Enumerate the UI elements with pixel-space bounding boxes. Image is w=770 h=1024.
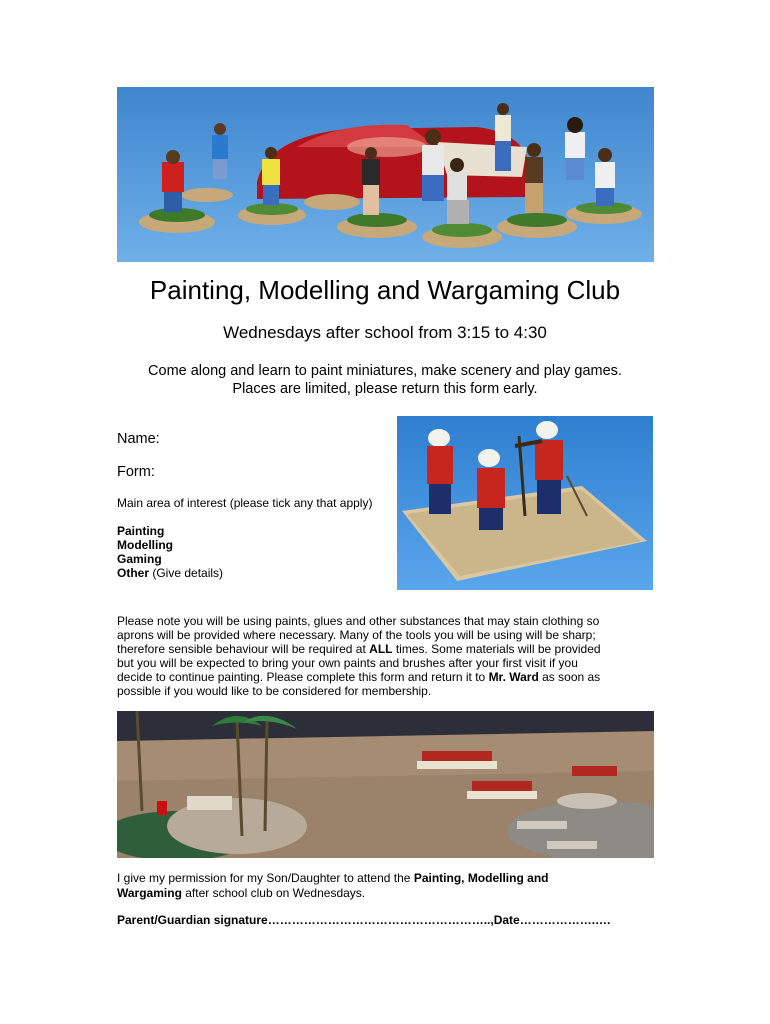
option-painting: Painting (117, 524, 165, 538)
option-other-label: Other (117, 566, 150, 580)
note-line: aprons will be provided where necessary. Many of the tools you will be using will be sharp; (117, 628, 596, 642)
permission-statement (117, 871, 657, 901)
option-gaming: Gaming (117, 552, 162, 566)
option-other-hint: (Give details) (149, 566, 224, 580)
interest-question: Main area of interest (please tick any that apply) (117, 496, 373, 510)
option-other (117, 566, 223, 580)
permission-text: after school club on Wednesdays. (181, 886, 366, 900)
club-title: Painting, Modelling and Wargaming Club (149, 275, 621, 305)
note-line: but you will be expected to bring your own paints and brushes after your first visit if you (117, 656, 578, 670)
artillery-crew-photo (397, 416, 653, 590)
intro-line: Come along and learn to paint miniatures, make scenery and play games. (148, 363, 622, 379)
club-schedule: Wednesdays after school from 3:15 to 4:30 (223, 323, 547, 342)
note-line (117, 670, 657, 684)
note-text: decide to continue painting. Please complete this form and return it to (117, 670, 489, 684)
name-field-label: Name: (117, 431, 160, 447)
wargame-table-photo (117, 711, 654, 858)
permission-line (117, 886, 657, 901)
signature-line: Parent/Guardian signature………………………………………………..,Date……………….…. (117, 913, 611, 927)
note-line (117, 642, 657, 656)
permission-text: I give my permission for my Son/Daughter to attend the (117, 871, 414, 885)
miniatures-car-photo (117, 87, 654, 262)
safety-note (117, 614, 657, 698)
interest-options (117, 524, 223, 580)
teacher-name: Mr. Ward (488, 670, 539, 684)
permission-line (117, 871, 657, 886)
form-field-label: Form: (117, 464, 155, 480)
note-text: times. Some materials will be provided (392, 642, 601, 656)
intro-text (0, 362, 770, 398)
intro-line: Places are limited, please return this form early. (232, 381, 538, 397)
club-name: Wargaming (117, 886, 182, 900)
note-emphasis: ALL (369, 642, 393, 656)
note-line: Please note you will be using paints, glues and other substances that may stain clothing so (117, 614, 600, 628)
note-line: possible if you would like to be considered for membership. (117, 684, 432, 698)
club-name: Painting, Modelling and (413, 871, 549, 885)
note-text: as soon as (538, 670, 601, 684)
option-modelling: Modelling (117, 538, 173, 552)
note-text: therefore sensible behaviour will be required at (117, 642, 370, 656)
